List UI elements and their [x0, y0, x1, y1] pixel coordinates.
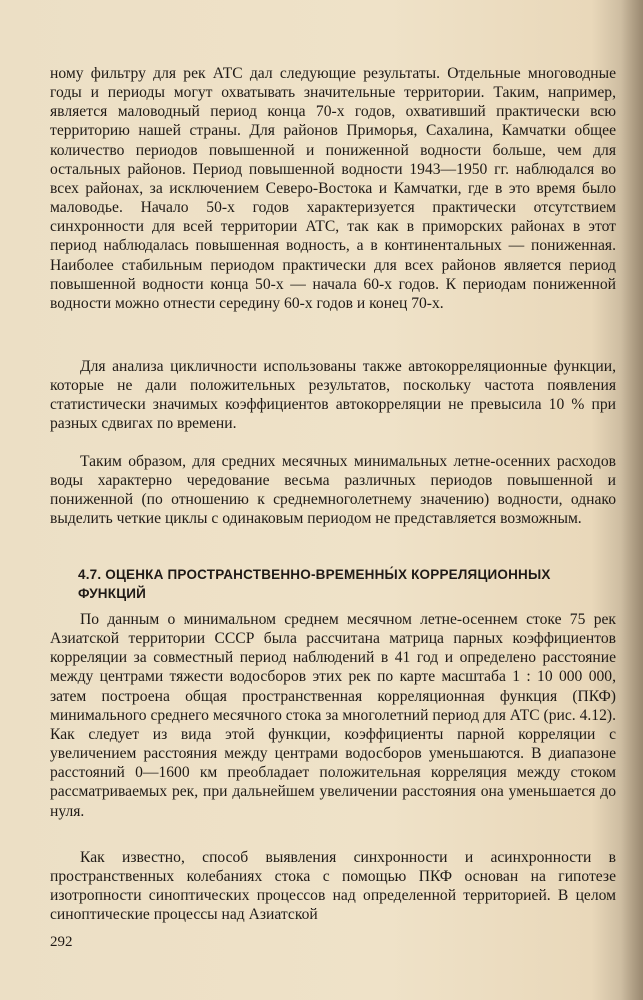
page-edge-shadow — [621, 0, 643, 1000]
section-paragraph-synchronicity: Как известно, способ выявления синхронности и асинхронности в пространственных колебаниях стока с помощью ПКФ основан на гипотезе изотропности синоптических процессов над определенной территорией. В целом синоптические процессы над Азиатской — [50, 849, 616, 924]
paragraph-conclusion: Таким образом, для средних месячных минимальных летне-осенних расходов воды характерно чередование весьма различных периодов повышенной и пониженной (по отношению к среднемноголетнему значению) водности, однако выделить четкие циклы с одинаковым периодом не представляется возможным. — [50, 453, 616, 528]
paragraph-autocorrelation: Для анализа цикличности использованы также автокорреляционные функции, которые не дали положительных результатов, поскольку частота появления статистически значимых коэффициентов автокорреляции не превысила 10 % при разных сдвигах по времени. — [50, 358, 616, 433]
section-heading: 4.7. ОЦЕНКА ПРОСТРАНСТВЕННО-ВРЕМЕННЫ́Х КОРРЕЛЯЦИОННЫХ ФУНКЦИЙ — [78, 567, 551, 601]
paragraph-continuation: ному фильтру для рек АТС дал следующие результаты. Отдельные многоводные годы и периоды могут охватывать значительные территории. Таким, например, является маловодный период конца 70-х годов, охвативший практически всю территорию нашей страны. Для районов Приморья, Сахалина, Камчатки общее количество периодов повышенной и пониженной водности больше, чем для остальных районов. Период повышенной водности 1943—1950 гг. наблюдался во всех районах, за исключением Северо-Востока и Камчатки, где в это время было маловодье. Начало 50-х годов характеризуется практически отсутствием синхронности для всей территории АТС, так как в приморских районах в этот период наблюдалась повышенная водность, а в континентальных — пониженная. Наиболее стабильным периодом практически для всех районов является период повышенной водности конца 50-х — начала 60-х годов. К периодам пониженной водности можно отнести середину 60-х годов и конец 70-х. — [50, 65, 616, 312]
section-paragraph-pkf: По данным о минимальном среднем месячном летне-осеннем стоке 75 рек Азиатской территории СССР была рассчитана матрица парных коэффициентов корреляции за совместный период наблюдений в 41 год и определено расстояние между центрами тяжести водосборов этих рек по карте масштаба 1 : 10 000 000, затем построена общая пространственная корреляционная функция (ПКФ) минимального среднего месячного стока за многолетний период для АТС (рис. 4.12). Как следует из вида этой функции, коэффициенты парной корреляции с увеличением расстояния между центрами водосборов уменьшаются. В диапазоне расстояний 0—1600 км преобладает положительная корреляция между стоком рассматриваемых рек, при дальнейшем увеличении расстояния она уменьшается до нуля. — [50, 611, 616, 820]
page-number: 292 — [50, 934, 73, 950]
